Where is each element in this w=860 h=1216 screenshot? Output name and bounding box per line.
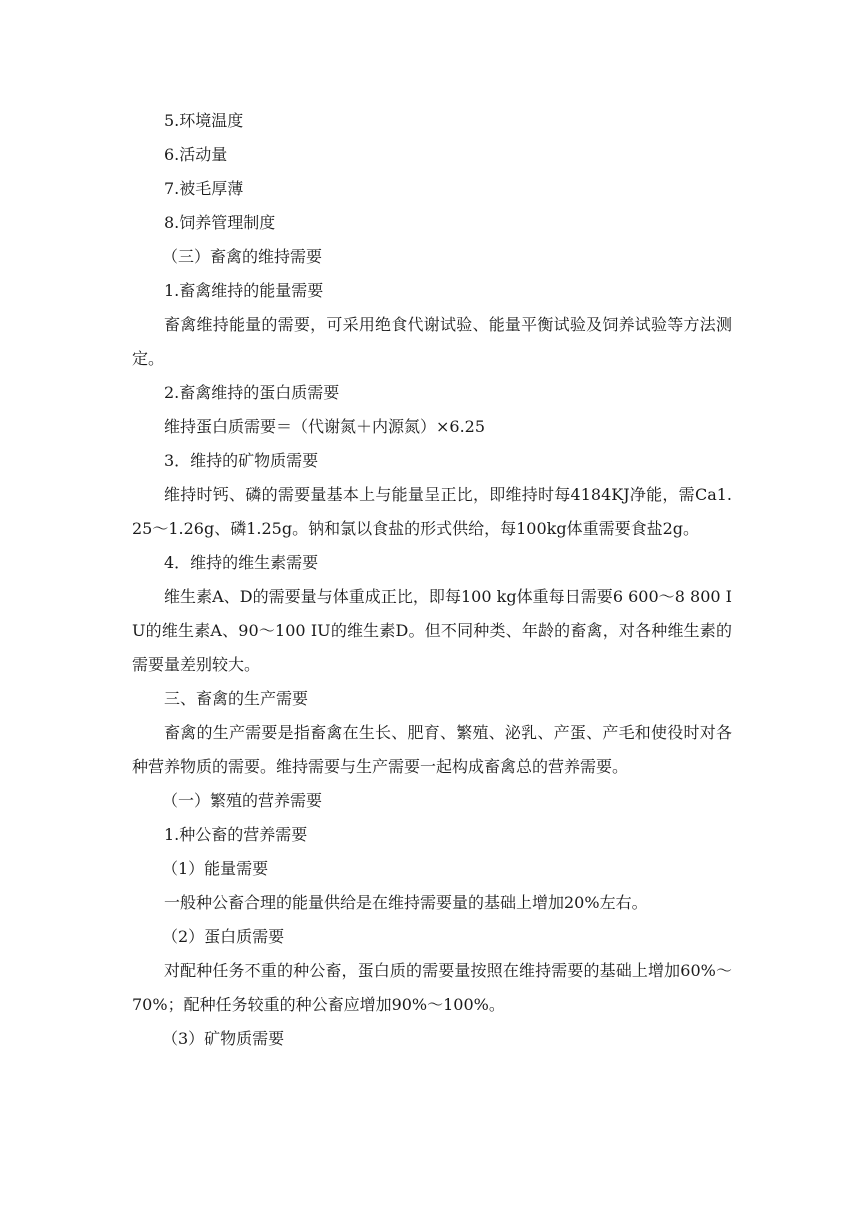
subsection-heading: 4．维持的维生素需要 [164,553,319,572]
section-heading: 三、畜禽的生产需要 [164,689,309,708]
list-item: 6.活动量 [164,145,228,164]
paragraph: 维持时钙、磷的需要量基本上与能量呈正比，即维持时每4184KJ净能，需Ca1.25～1.26g、磷1.25g。钠和氯以食盐的形式供给，每100kg体重需要食盐2g。 [132,485,732,538]
subsection-heading: 2.畜禽维持的蛋白质需要 [164,383,340,402]
subsection-heading: 1.畜禽维持的能量需要 [164,281,324,300]
subsection-heading: （3）矿物质需要 [162,1029,285,1048]
list-item: 8.饲养管理制度 [164,213,276,232]
section-heading: （三）畜禽的维持需要 [162,247,323,266]
subsection-heading: 3．维持的矿物质需要 [164,451,319,470]
paragraph: 对配种任务不重的种公畜，蛋白质的需要量按照在维持需要的基础上增加60%～70%；配种任务较重的种公畜应增加90%～100%。 [132,961,732,1014]
list-item: 7.被毛厚薄 [164,179,244,198]
paragraph: 畜禽的生产需要是指畜禽在生长、肥育、繁殖、泌乳、产蛋、产毛和使役时对各种营养物质的需要。维持需要与生产需要一起构成畜禽总的营养需要。 [132,723,732,776]
subsection-heading: （1）能量需要 [162,859,269,878]
paragraph: 一般种公畜合理的能量供给是在维持需要量的基础上增加20%左右。 [164,893,648,912]
list-item: 5.环境温度 [164,111,244,130]
paragraph: 维生素A、D的需要量与体重成正比，即每100 kg体重每日需要6 600～8 800 IU的维生素A、90～100 IU的维生素D。但不同种类、年龄的畜禽，对各种维生素的需要量差别较大。 [132,587,732,674]
formula-line: 维持蛋白质需要＝（代谢氮＋内源氮）×6.25 [164,417,486,436]
subsection-heading: 1.种公畜的营养需要 [164,825,308,844]
paragraph: 畜禽维持能量的需要，可采用绝食代谢试验、能量平衡试验及饲养试验等方法测定。 [132,315,732,368]
subsection-heading: （2）蛋白质需要 [162,927,285,946]
document-body [132,104,732,1056]
section-heading: （一）繁殖的营养需要 [162,791,323,810]
